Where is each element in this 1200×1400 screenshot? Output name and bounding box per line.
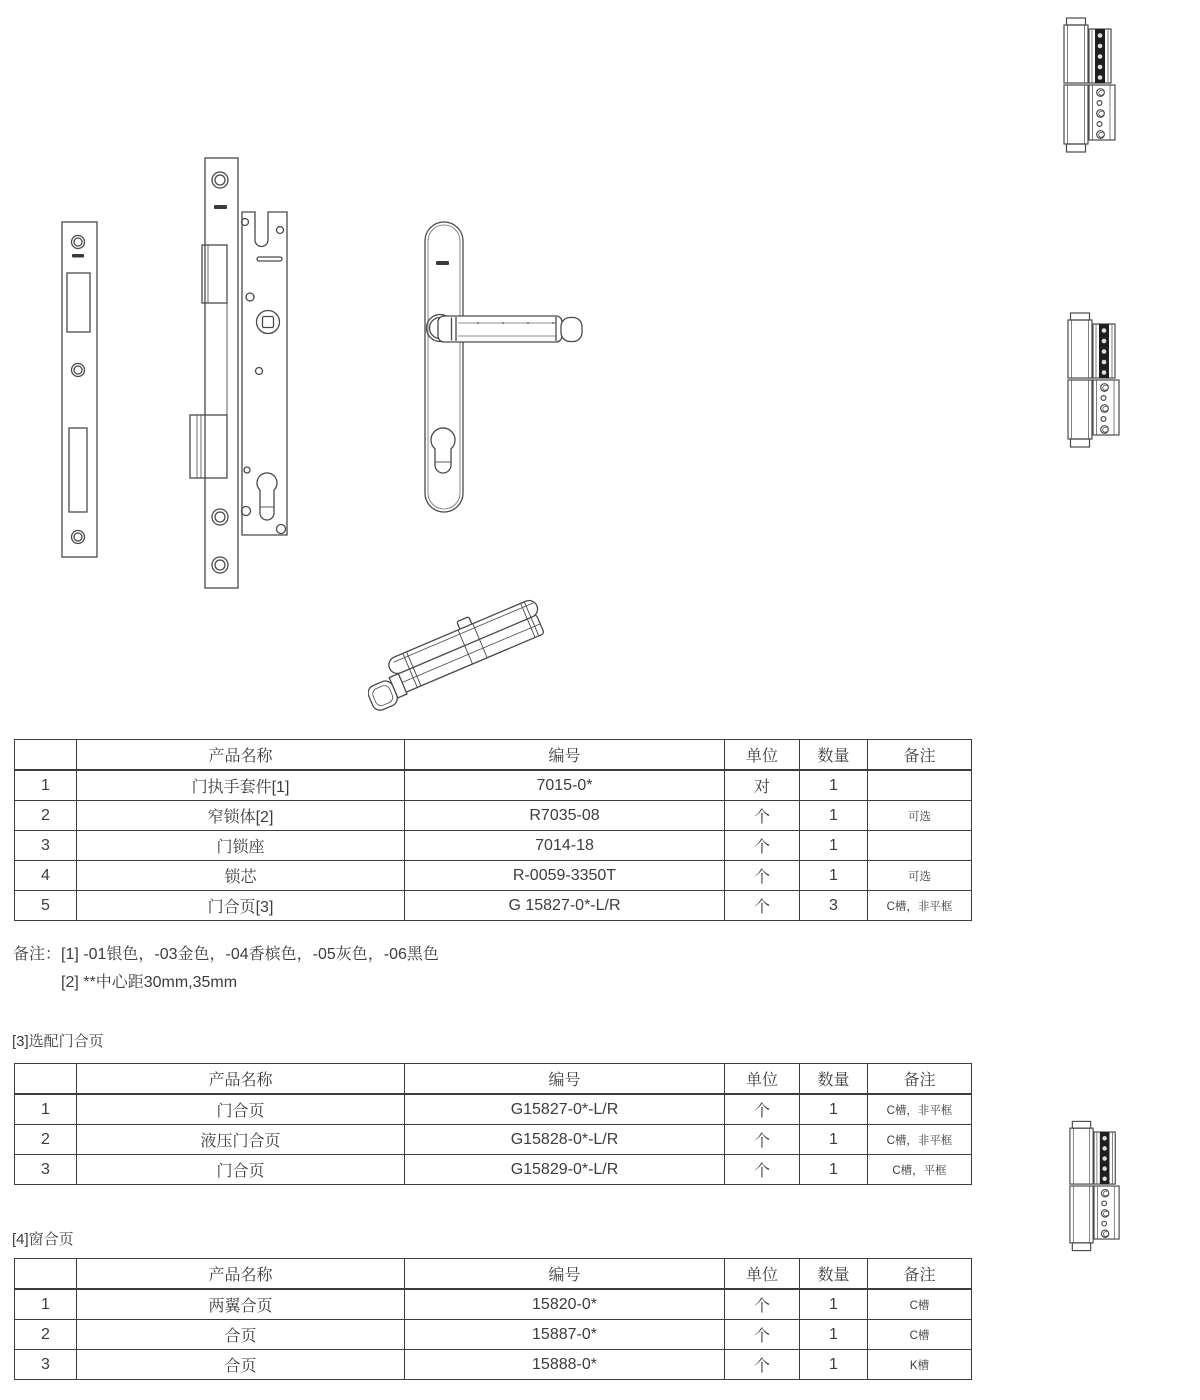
- note-text: [1] -01银色，-03金色，-04香槟色，-05灰色，-06黑色: [61, 946, 439, 963]
- cell-name: 锁芯: [77, 861, 405, 891]
- window-hinges-table: [14, 1258, 972, 1380]
- cell-code: 7014-18: [405, 831, 725, 861]
- cell-remark: C槽，非平框: [868, 891, 972, 921]
- column-header: 数量: [800, 1064, 868, 1095]
- cell-unit: 个: [725, 891, 800, 921]
- table-row: [15, 1155, 972, 1185]
- cell-no: 2: [15, 1320, 77, 1350]
- column-header: 单位: [725, 1259, 800, 1290]
- column-header: [15, 1064, 77, 1095]
- column-header: [15, 1259, 77, 1290]
- cell-name: 两翼合页: [77, 1289, 405, 1320]
- cell-unit: 个: [725, 1320, 800, 1350]
- cell-unit: 个: [725, 1094, 800, 1125]
- cell-unit: 个: [725, 861, 800, 891]
- cell-code: G 15827-0*-L/R: [405, 891, 725, 921]
- cell-code: 15820-0*: [405, 1289, 725, 1320]
- column-header: 产品名称: [77, 1064, 405, 1095]
- cell-no: 2: [15, 801, 77, 831]
- cell-remark: C槽: [868, 1320, 972, 1350]
- brand-mark: [214, 205, 227, 209]
- cell-code: R7035-08: [405, 801, 725, 831]
- cell-remark: C槽，平框: [868, 1155, 972, 1185]
- cell-no: 3: [15, 1155, 77, 1185]
- cell-remark: C槽: [868, 1289, 972, 1320]
- cell-unit: 个: [725, 831, 800, 861]
- cell-unit: 个: [725, 1350, 800, 1380]
- cell-qty: 1: [800, 1125, 868, 1155]
- cell-qty: 1: [800, 1155, 868, 1185]
- cell-code: 15888-0*: [405, 1350, 725, 1380]
- cell-qty: 1: [800, 770, 868, 801]
- cell-code: R-0059-3350T: [405, 861, 725, 891]
- note-line: [13, 941, 439, 969]
- table-row: [15, 1350, 972, 1380]
- cell-remark: 可选: [868, 861, 972, 891]
- cell-name: 门合页: [77, 1094, 405, 1125]
- cell-name: 合页: [77, 1320, 405, 1350]
- column-header: 单位: [725, 740, 800, 771]
- cell-no: 5: [15, 891, 77, 921]
- column-header: 产品名称: [77, 1259, 405, 1290]
- cell-code: G15828-0*-L/R: [405, 1125, 725, 1155]
- cell-code: 7015-0*: [405, 770, 725, 801]
- cell-name: 合页: [77, 1350, 405, 1380]
- header-row: [15, 740, 972, 771]
- table-row: [15, 891, 972, 921]
- column-header: 备注: [868, 1259, 972, 1290]
- cell-remark: [868, 770, 972, 801]
- table-row: [15, 1289, 972, 1320]
- table-row: [15, 861, 972, 891]
- cell-unit: 个: [725, 1155, 800, 1185]
- column-header: [15, 740, 77, 771]
- column-header: 数量: [800, 740, 868, 771]
- column-header: 单位: [725, 1064, 800, 1095]
- cell-qty: 1: [800, 1289, 868, 1320]
- table-row: [15, 1094, 972, 1125]
- cell-code: 15887-0*: [405, 1320, 725, 1350]
- cell-code: G15827-0*-L/R: [405, 1094, 725, 1125]
- cell-name: 门锁座: [77, 831, 405, 861]
- cell-remark: C槽，非平框: [868, 1125, 972, 1155]
- cell-qty: 1: [800, 1350, 868, 1380]
- cell-remark: C槽，非平框: [868, 1094, 972, 1125]
- brand-mark: [72, 254, 84, 258]
- cell-no: 1: [15, 1289, 77, 1320]
- door-hinges-table: [14, 1063, 972, 1185]
- cell-qty: 1: [800, 801, 868, 831]
- column-header: 备注: [868, 740, 972, 771]
- notes-block: [13, 941, 439, 997]
- table-row: [15, 1320, 972, 1350]
- brand-mark: [436, 261, 449, 265]
- table-row: [15, 801, 972, 831]
- handle-drawing: [420, 215, 590, 520]
- table-row: [15, 770, 972, 801]
- note-line: [13, 969, 439, 997]
- main-parts-table: [14, 739, 972, 921]
- cell-unit: 个: [725, 1125, 800, 1155]
- cell-qty: 1: [800, 1094, 868, 1125]
- cell-no: 3: [15, 1350, 77, 1380]
- cell-unit: 个: [725, 1289, 800, 1320]
- cell-unit: 对: [725, 770, 800, 801]
- lock-body-drawing: [185, 155, 295, 595]
- cell-name: 门执手套件[1]: [77, 770, 405, 801]
- cell-no: 1: [15, 1094, 77, 1125]
- strike-plate-drawing: [58, 218, 102, 562]
- column-header: 编号: [405, 1259, 725, 1290]
- column-header: 产品名称: [77, 740, 405, 771]
- header-row: [15, 1064, 972, 1095]
- cylinder-drawing: [368, 596, 580, 714]
- cell-name: 液压门合页: [77, 1125, 405, 1155]
- header-row: [15, 1259, 972, 1290]
- column-header: 备注: [868, 1064, 972, 1095]
- hinge-drawing-2: [1066, 312, 1122, 448]
- hinge-drawing-1: [1062, 17, 1118, 153]
- cell-qty: 1: [800, 1320, 868, 1350]
- table-row: [15, 831, 972, 861]
- cell-remark: K槽: [868, 1350, 972, 1380]
- cell-qty: 1: [800, 831, 868, 861]
- cell-qty: 3: [800, 891, 868, 921]
- note-text: [2] **中心距30mm,35mm: [61, 974, 238, 991]
- hinge-drawing-3: [1068, 1118, 1122, 1254]
- cell-no: 4: [15, 861, 77, 891]
- cell-unit: 个: [725, 801, 800, 831]
- cell-remark: 可选: [868, 801, 972, 831]
- notes-label: 备注：: [13, 946, 62, 963]
- column-header: 数量: [800, 1259, 868, 1290]
- cell-name: 门合页[3]: [77, 891, 405, 921]
- column-header: 编号: [405, 1064, 725, 1095]
- cell-no: 2: [15, 1125, 77, 1155]
- section-label-window-hinges: [4]窗合页: [12, 1231, 74, 1248]
- cell-qty: 1: [800, 861, 868, 891]
- cell-no: 1: [15, 770, 77, 801]
- section-label-door-hinges: [3]选配门合页: [12, 1033, 104, 1050]
- column-header: 编号: [405, 740, 725, 771]
- cell-no: 3: [15, 831, 77, 861]
- cell-remark: [868, 831, 972, 861]
- table-row: [15, 1125, 972, 1155]
- cell-name: 门合页: [77, 1155, 405, 1185]
- cell-name: 窄锁体[2]: [77, 801, 405, 831]
- cell-code: G15829-0*-L/R: [405, 1155, 725, 1185]
